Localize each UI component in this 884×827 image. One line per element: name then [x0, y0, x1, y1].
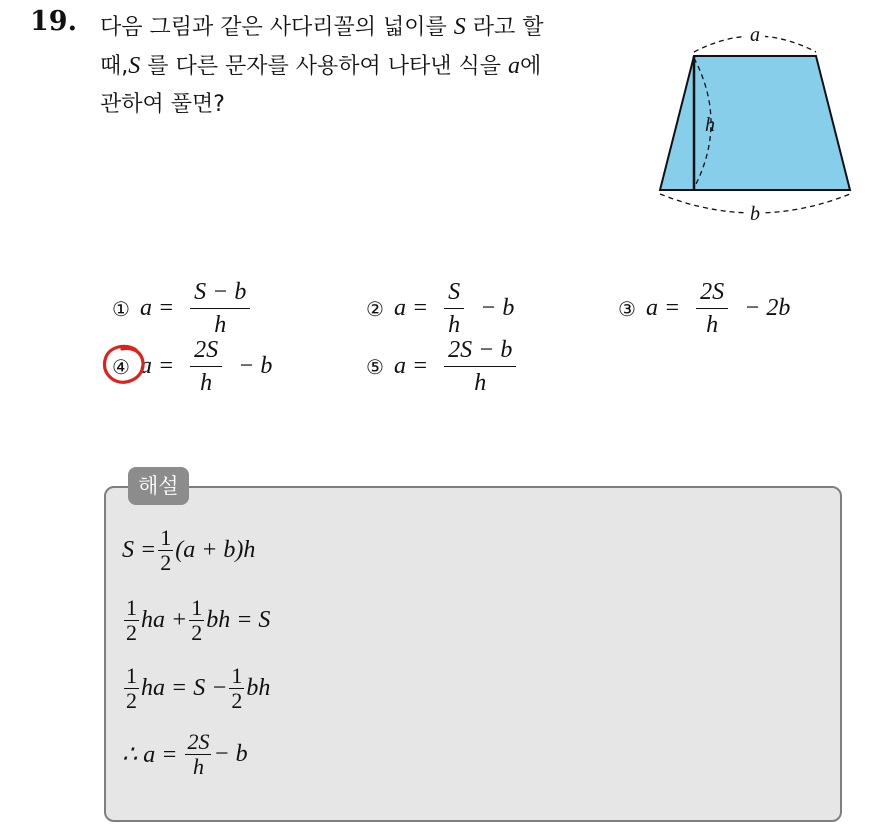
choice-5[interactable]: [366, 336, 522, 397]
solution-line-3-denominator-1: 2: [126, 688, 137, 713]
choice-3-numerator: 2S: [696, 278, 728, 309]
choice-4-fraction: [190, 336, 222, 397]
question-line-1: [100, 8, 660, 47]
label-a: a: [750, 24, 760, 46]
trapezoid-figure: [650, 18, 860, 228]
choice-2-fraction: [444, 278, 464, 339]
question-number: 19.: [30, 6, 77, 37]
solution-line-1-fraction: [158, 526, 173, 575]
solution-line-1-denominator: 2: [160, 550, 172, 575]
choice-1-numerator: S − b: [190, 278, 250, 309]
solution-line-2-denominator-1: 2: [126, 620, 137, 645]
var-s-2: S: [128, 53, 141, 79]
label-b: b: [750, 203, 760, 225]
solution-line-3-numerator-1: 1: [126, 663, 137, 688]
solution-label: 해설: [128, 467, 189, 505]
var-s: S: [453, 14, 466, 40]
choice-1-fraction: [190, 278, 250, 339]
choice-5-number: ⑤: [366, 354, 384, 379]
choice-4-number: ④: [112, 354, 130, 379]
choice-2-lhs: a =: [393, 295, 429, 321]
solution-line-4: [122, 730, 248, 779]
choice-1-number: ①: [112, 296, 130, 321]
solution-line-4-fraction: [185, 730, 211, 779]
choice-1-lhs: a =: [139, 295, 175, 321]
choice-1-denominator: h: [214, 312, 227, 338]
solution-line-2-mid: ha +: [141, 607, 188, 633]
solution-line-2-rest: bh = S: [206, 607, 271, 633]
choice-4-denominator: h: [200, 370, 213, 396]
choice-2-number: ②: [366, 296, 384, 321]
question-text: [100, 8, 660, 124]
choice-2-tail: − b: [480, 295, 515, 321]
choice-2[interactable]: [366, 278, 514, 339]
choice-4-numerator: 2S: [190, 336, 222, 367]
choice-5-fraction: [444, 336, 516, 397]
solution-line-3-denominator-2: 2: [231, 688, 243, 713]
choice-3-lhs: a =: [645, 295, 681, 321]
solution-line-4-denominator: h: [192, 754, 204, 779]
solution-line-1-numerator: 1: [160, 525, 172, 550]
solution-line-2: [122, 596, 270, 645]
answer-mark-circle-icon: [100, 342, 150, 388]
question-line-2: [100, 47, 660, 86]
question-line-2-b: 를 다른 문자를 사용하여 나타낸 식을: [147, 54, 501, 79]
solution-line-3-mid: ha = S −: [141, 675, 228, 701]
solution-line-2-fraction-1: [124, 596, 139, 645]
choice-3-denominator: h: [706, 312, 719, 338]
choice-2-denominator: h: [448, 312, 461, 338]
solution-line-3-numerator-2: 1: [231, 663, 243, 688]
question-line-2-a: 때,: [100, 54, 129, 79]
choice-4-tail: − b: [238, 353, 273, 379]
choice-5-lhs: a =: [393, 353, 429, 379]
solution-line-1-lhs: S =: [122, 537, 157, 563]
question-line-1-a: 다음 그림과 같은 사다리꼴의 넓이를: [100, 15, 447, 40]
solution-line-4-lhs: ∴ a =: [122, 742, 178, 768]
trapezoid-shape: [660, 56, 850, 190]
solution-line-3: [122, 664, 270, 713]
solution-line-4-rest: − b: [213, 741, 248, 767]
choice-1[interactable]: [112, 278, 256, 339]
choice-5-numerator: 2S − b: [444, 336, 516, 367]
solution-line-3-rest: bh: [246, 675, 271, 701]
choice-5-denominator: h: [474, 370, 487, 396]
solution-line-1-rest: (a + b)h: [175, 537, 256, 563]
solution-line-2-numerator-1: 1: [126, 595, 137, 620]
choice-2-numerator: S: [444, 278, 464, 309]
label-h: h: [705, 114, 715, 136]
question-line-3: 관하여 풀면?: [100, 92, 225, 117]
solution-line-3-fraction-1: [124, 664, 139, 713]
solution-line-1: [122, 526, 255, 575]
choice-3[interactable]: [618, 278, 790, 339]
choice-3-number: ③: [618, 296, 636, 321]
question-line-2-c: 에: [520, 54, 542, 79]
choice-4-lhs: a =: [139, 353, 175, 379]
solution-line-2-denominator-2: 2: [191, 620, 203, 645]
solution-line-3-fraction-2: [229, 664, 244, 713]
solution-line-2-fraction-2: [189, 596, 204, 645]
question-line-1-b: 라고 할: [472, 15, 544, 40]
choice-3-fraction: [696, 278, 728, 339]
choice-3-tail: − 2b: [744, 295, 791, 321]
solution-line-4-numerator: 2S: [187, 729, 210, 754]
solution-line-2-numerator-2: 1: [191, 595, 203, 620]
var-a: a: [508, 53, 520, 79]
